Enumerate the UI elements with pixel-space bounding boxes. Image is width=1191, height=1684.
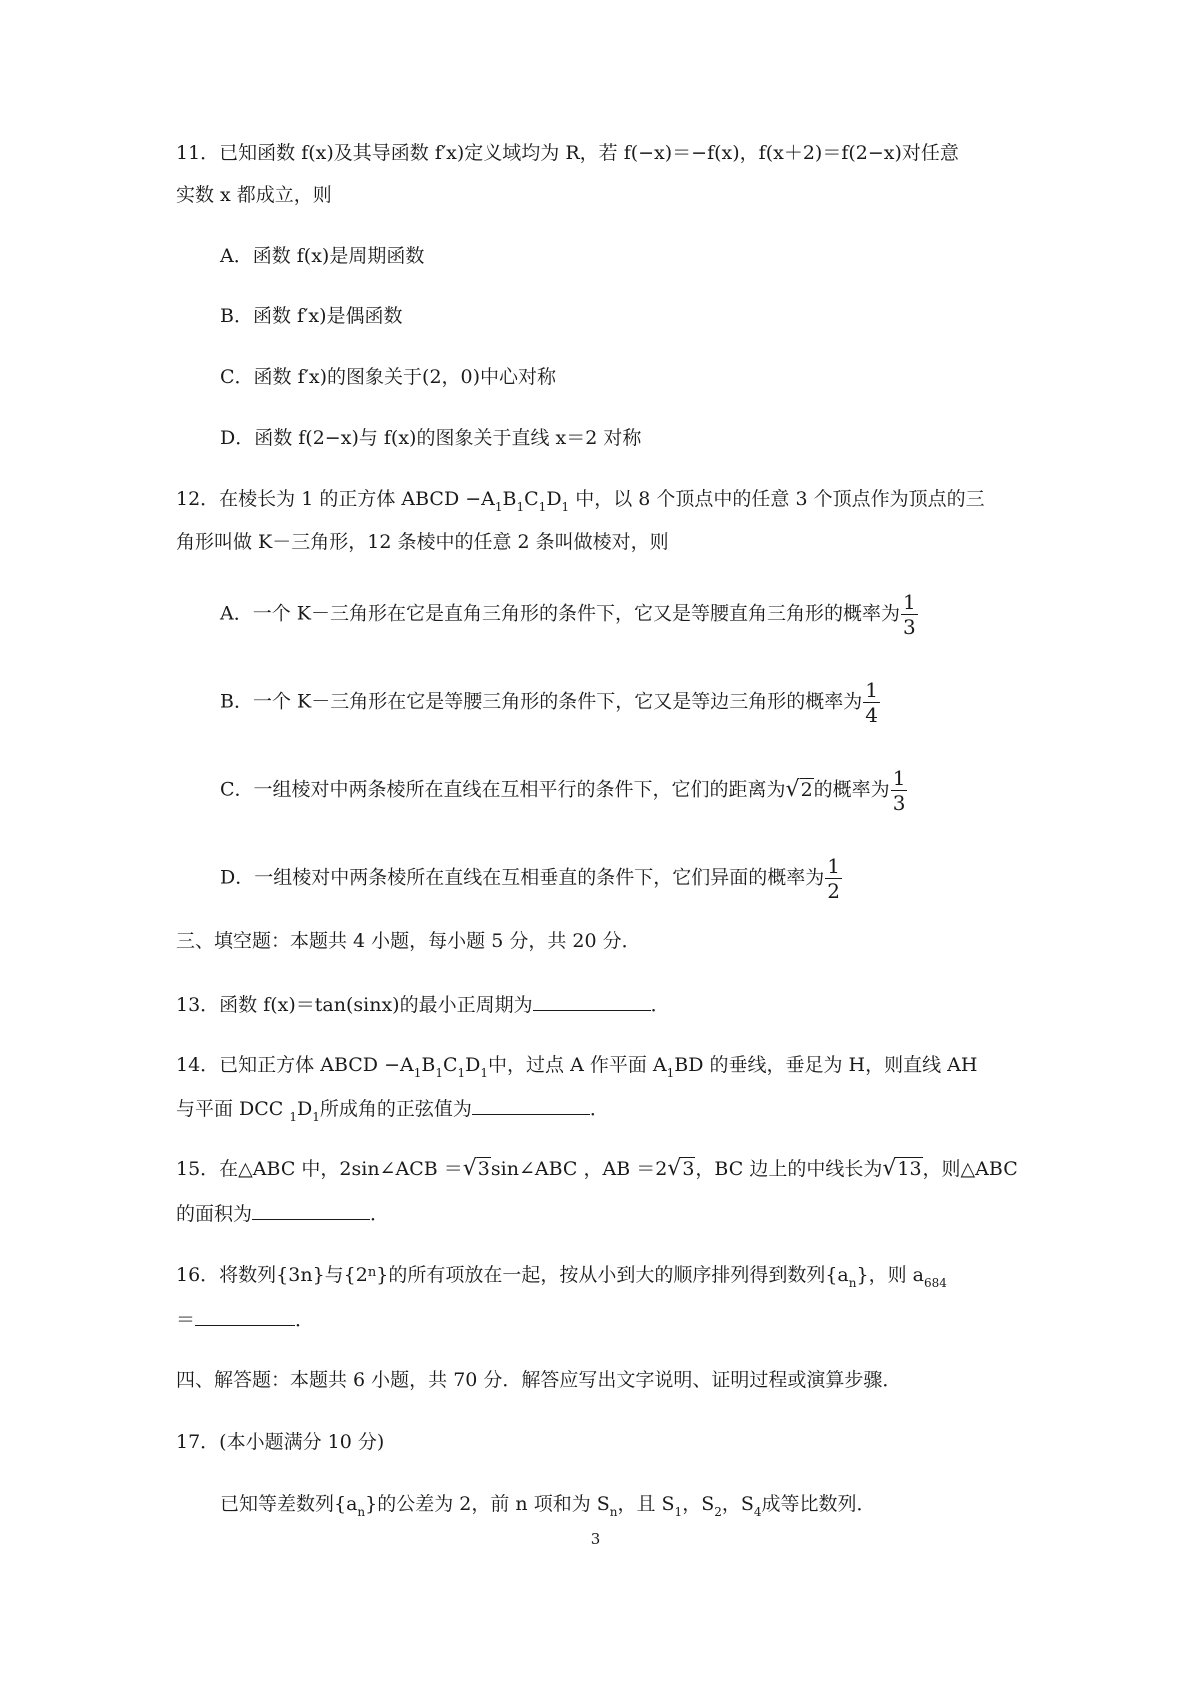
fraction: $\frac{1}{4}$ [865, 678, 878, 727]
q17-title: 17．(本小题满分 10 分) [176, 1431, 385, 1453]
page-number: 3 [590, 1530, 601, 1548]
q12-line1: 12．在棱长为 1 的正方体 ABCD $-A_1B_1C_1D_1$ 中，以 8 个顶点中的任意 3 个顶点作为顶点的三 [176, 488, 985, 514]
q11-option-d: D．函数 f(2−x)与 f(x)的图象关于直线 x＝2 对称 [220, 427, 642, 449]
answer-blank [472, 1092, 590, 1115]
q17-body: 已知等差数列$\{a_n\}$的公差为 2，前 n 项和为 $S_n$，且 $S_1$，$S_2$，$S_4$成等比数列． [220, 1493, 876, 1519]
q12-option-b: B．一个 K－三角形在它是等腰三角形的条件下，它又是等边三角形的概率为 $\frac{1}{4}$ [220, 678, 878, 727]
q11-line2: 实数 x 都成立，则 [176, 184, 332, 206]
fraction: $\frac{1}{3}$ [902, 590, 916, 639]
q12-option-c: C．一组棱对中两条棱所在直线在互相平行的条件下，它们的距离为√2的概率为 $\frac{1}{3}$ [220, 766, 906, 815]
q12-option-a: A．一个 K－三角形在它是直角三角形的条件下，它又是等腰直角三角形的概率为 $\frac{1}{3}$ [220, 590, 916, 639]
q15-line2: 的面积为 ． [176, 1197, 389, 1229]
q13: 13．函数 f(x)＝tan(sinx)的最小正周期为 ． [176, 988, 670, 1020]
square-root: √3 [462, 1156, 490, 1181]
q16-line2: ＝ ． [176, 1303, 314, 1335]
square-root: √13 [882, 1156, 922, 1181]
section3-heading: 三、填空题：本题共 4 小题，每小题 5 分，共 20 分． [176, 930, 641, 952]
q11-option-c: C．函数 f′x)的图象关于(2，0)中心对称 [220, 366, 557, 388]
answer-blank [195, 1303, 295, 1326]
answer-blank [252, 1197, 370, 1220]
q14-line1: 14．已知正方体 ABCD $-A_1B_1C_1D_1$中，过点 A 作平面 $A_1BD$ 的垂线，垂足为 H，则直线 AH [176, 1054, 978, 1080]
section4-heading: 四、解答题：本题共 6 小题，共 70 分．解答应写出文字说明、证明过程或演算步骤． [176, 1369, 902, 1391]
square-root: √3 [667, 1156, 695, 1181]
q14-line2: 与平面 DCC $_1D_1$所成角的正弦值为 ． [176, 1092, 609, 1126]
q11-option-a: A．函数 f(x)是周期函数 [220, 245, 425, 267]
q11-line1: 11．已知函数 f(x)及其导函数 f′x)定义域均为 R，若 f(−x)＝−f(x)，f(x＋2)＝f(2−x)对任意 [176, 142, 959, 164]
answer-blank [533, 988, 651, 1011]
q12-option-d: D．一组棱对中两条棱所在直线在互相垂直的条件下，它们异面的概率为 $\frac{1}{2}$ [220, 854, 840, 903]
fraction: $\frac{1}{2}$ [827, 854, 840, 903]
square-root: √2 [785, 776, 813, 802]
q16-line1: 16．将数列{3n}与{2$^n$}的所有项放在一起，按从小到大的顺序排列得到数列$\{a_n\}$，则 $a_{684}$ [176, 1264, 947, 1290]
q15-line1: 15．在△ABC 中，2sin∠ACB ＝√3sin∠ABC ，AB ＝2√3，BC 边上的中线长为√13，则△ABC [176, 1154, 1018, 1184]
q11-option-b: B．函数 f′x)是偶函数 [220, 305, 403, 327]
fraction: $\frac{1}{3}$ [892, 766, 906, 815]
q12-line2: 角形叫做 K－三角形，12 条棱中的任意 2 条叫做棱对，则 [176, 531, 669, 553]
